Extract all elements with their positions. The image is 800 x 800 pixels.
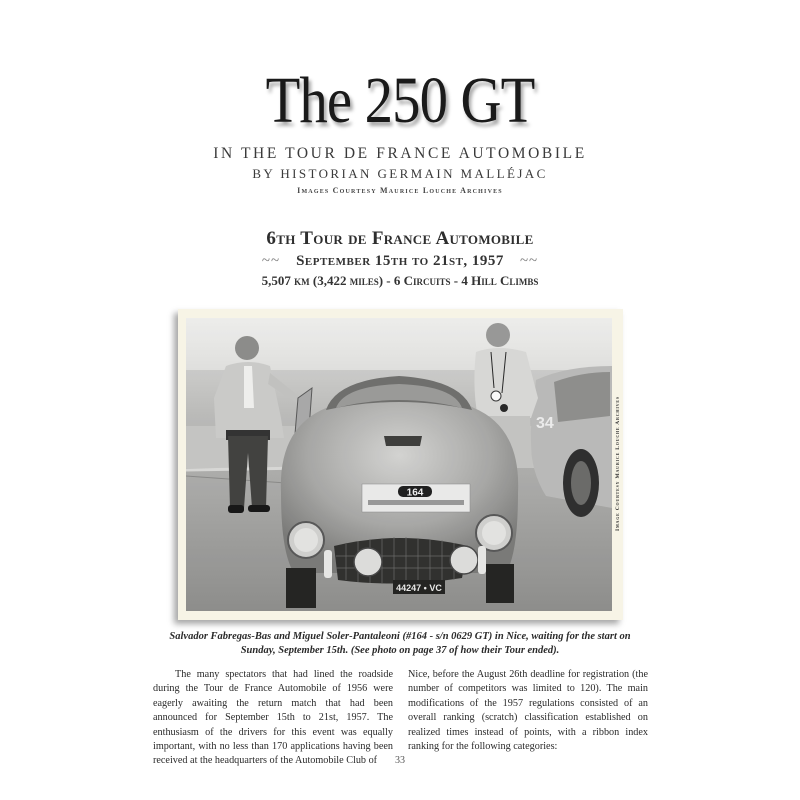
body-column-left: The many spectators that had lined the roadside during the Tour de France Automobile of 1956 were eagerly awaiting the return match that had been announced for September 15th to 21st, 1957. The enthusiasm of the drivers for this event was equally important, with no less than 170 applications having been received at the headquarters of the Automobile Club of	[153, 669, 393, 767]
event-title: 6th Tour de France Automobile	[266, 228, 534, 249]
subtitle: IN THE TOUR DE FRANCE AUTOMOBILE	[213, 145, 587, 162]
race-number: 164	[406, 487, 424, 499]
byline: BY HISTORIAN GERMAIN MALLÉJAC	[252, 166, 548, 181]
photo-frame	[178, 309, 623, 620]
photo-credit: Image Courtesy Maurice Louche Archives	[615, 396, 621, 532]
race-car-photo	[186, 318, 612, 611]
images-courtesy: Images Courtesy Maurice Louche Archives	[297, 186, 503, 195]
svg-text:34: 34	[536, 415, 554, 432]
body-column-right: Nice, before the August 26th deadline for registration (the number of competitors was limited to 120). The main modifications of the 1957 regulations consisted of an overall ranking (scratch) classification established on realized times instead of points, with a ribbon index ranking for the following categories:	[408, 669, 648, 753]
page-title: The 250 GT	[265, 64, 535, 137]
tilde-right: ~~	[519, 253, 539, 269]
photo-caption: Salvador Fabregas-Bas and Miguel Soler-Pantaleoni (#164 - s/n 0629 GT) in Nice, waiting for the start on Sunday, September 15th. (See photo on page 37 of how their Tour ended).	[169, 631, 631, 656]
event-dates	[0, 252, 800, 270]
page-number: 33	[395, 755, 405, 766]
photo-illustration	[186, 318, 612, 611]
event-stats: 5,507 km (3,422 miles) - 6 Circuits - 4 Hill Climbs	[261, 273, 539, 288]
tilde-left: ~~	[261, 253, 281, 269]
event-dates-text: September 15th to 21st, 1957	[296, 253, 504, 269]
license-plate: 44247 • VC	[396, 583, 442, 593]
